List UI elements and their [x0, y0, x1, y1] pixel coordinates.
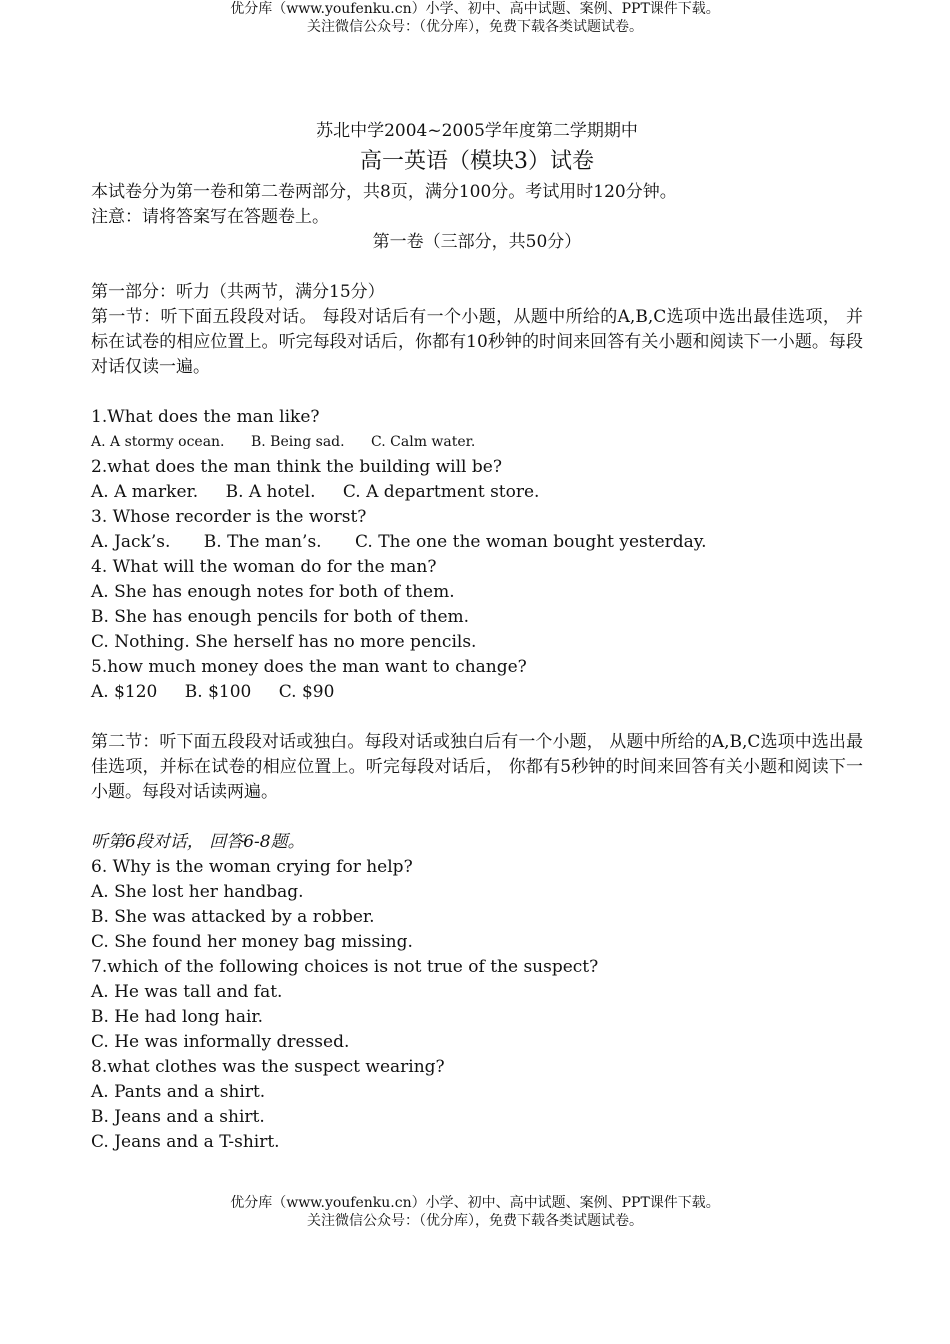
question-5-options [91, 680, 863, 705]
question-6-option-a: A. She lost her handbag. [91, 882, 304, 902]
question-3-options [91, 530, 863, 555]
section2-group-label: 听第6段对话， 回答6-8题。 [91, 832, 305, 852]
question-4-option-b: B. She has enough pencils for both of them. [91, 607, 470, 627]
header-line-1: 优分库（www.youfenku.cn）小学、初中、高中试题、案例、PPT课件下载。 [230, 1, 720, 17]
question-6-option-c: C. She found her money bag missing. [91, 932, 413, 952]
question-4-stem: 4. What will the woman do for the man? [91, 557, 437, 577]
intro-line-2: 注意：请将答案写在答题卷上。 [91, 207, 329, 227]
question-7-option-a: A. He was tall and fat. [91, 982, 283, 1002]
question-7-option-b: B. He had long hair. [91, 1007, 264, 1027]
option-c: C. $90 [278, 682, 335, 702]
question-5-stem: 5.how much money does the man want to change? [91, 657, 527, 677]
exam-title: 高一英语（模块3）试卷 [360, 149, 594, 174]
option-b: B. Being sad. [250, 434, 345, 450]
question-8-option-b: B. Jeans and a shirt. [91, 1107, 265, 1127]
question-1-stem: 1.What does the man like? [91, 407, 320, 427]
question-3-stem: 3. Whose recorder is the worst? [91, 507, 367, 527]
question-7-option-c: C. He was informally dressed. [91, 1032, 350, 1052]
question-6-option-b: B. She was attacked by a robber. [91, 907, 375, 927]
question-2-options [91, 480, 863, 505]
option-c: C. A department store. [342, 482, 540, 502]
footer-line-1: 优分库（www.youfenku.cn）小学、初中、高中试题、案例、PPT课件下载。 [230, 1195, 720, 1211]
volume1-heading: 第一卷（三部分，共50分） [372, 232, 582, 252]
page-header [0, 0, 950, 36]
option-a: A. A marker. [91, 482, 199, 502]
question-4-option-a: A. She has enough notes for both of them. [91, 582, 455, 602]
question-8-stem: 8.what clothes was the suspect wearing? [91, 1057, 445, 1077]
question-8-option-a: A. Pants and a shirt. [91, 1082, 266, 1102]
option-a: A. Jack’s. [91, 532, 171, 552]
footer-line-2: 关注微信公众号：（优分库），免费下载各类试题试卷。 [307, 1213, 643, 1229]
option-c: C. The one the woman bought yesterday. [355, 532, 707, 552]
question-7-stem: 7.which of the following choices is not true of the suspect? [91, 957, 599, 977]
question-1-options [91, 430, 863, 455]
option-b: B. The man’s. [203, 532, 322, 552]
section1-instructions: 第一节：听下面五段段对话。 每段对话后有一个小题，从题中所给的A,B,C选项中选出最佳选项， 并标在试卷的相应位置上。听完每段对话后，你都有10秒钟的时间来回答有关小题和阅读下一小题。每段对话仅读一遍。 [91, 307, 863, 377]
part1-heading: 第一部分：听力（共两节，满分15分） [91, 282, 385, 302]
option-a: A. A stormy ocean. [91, 434, 225, 450]
intro-line-1: 本试卷分为第一卷和第二卷两部分，共8页，满分100分。考试用时120分钟。 [91, 182, 677, 202]
option-c: C. Calm water. [371, 434, 476, 450]
question-8-option-c: C. Jeans and a T-shirt. [91, 1132, 280, 1152]
question-6-stem: 6. Why is the woman crying for help? [91, 857, 413, 877]
option-b: B. $100 [184, 682, 252, 702]
question-2-stem: 2.what does the man think the building will be? [91, 457, 502, 477]
option-a: A. $120 [91, 682, 158, 702]
header-line-2: 关注微信公众号：（优分库），免费下载各类试题试卷。 [307, 19, 643, 35]
exam-body [91, 118, 863, 1155]
section2-instructions: 第二节：听下面五段段对话或独白。每段对话或独白后有一个小题， 从题中所给的A,B,C选项中选出最佳选项，并标在试卷的相应位置上。听完每段对话后， 你都有5秒钟的时间来回答有关小题和阅读下一小题。每段对话读两遍。 [91, 732, 863, 802]
option-b: B. A hotel. [225, 482, 316, 502]
question-4-option-c: C. Nothing. She herself has no more pencils. [91, 632, 477, 652]
exam-school-title: 苏北中学2004~2005学年度第二学期期中 [316, 121, 638, 141]
page-footer [0, 1194, 950, 1230]
